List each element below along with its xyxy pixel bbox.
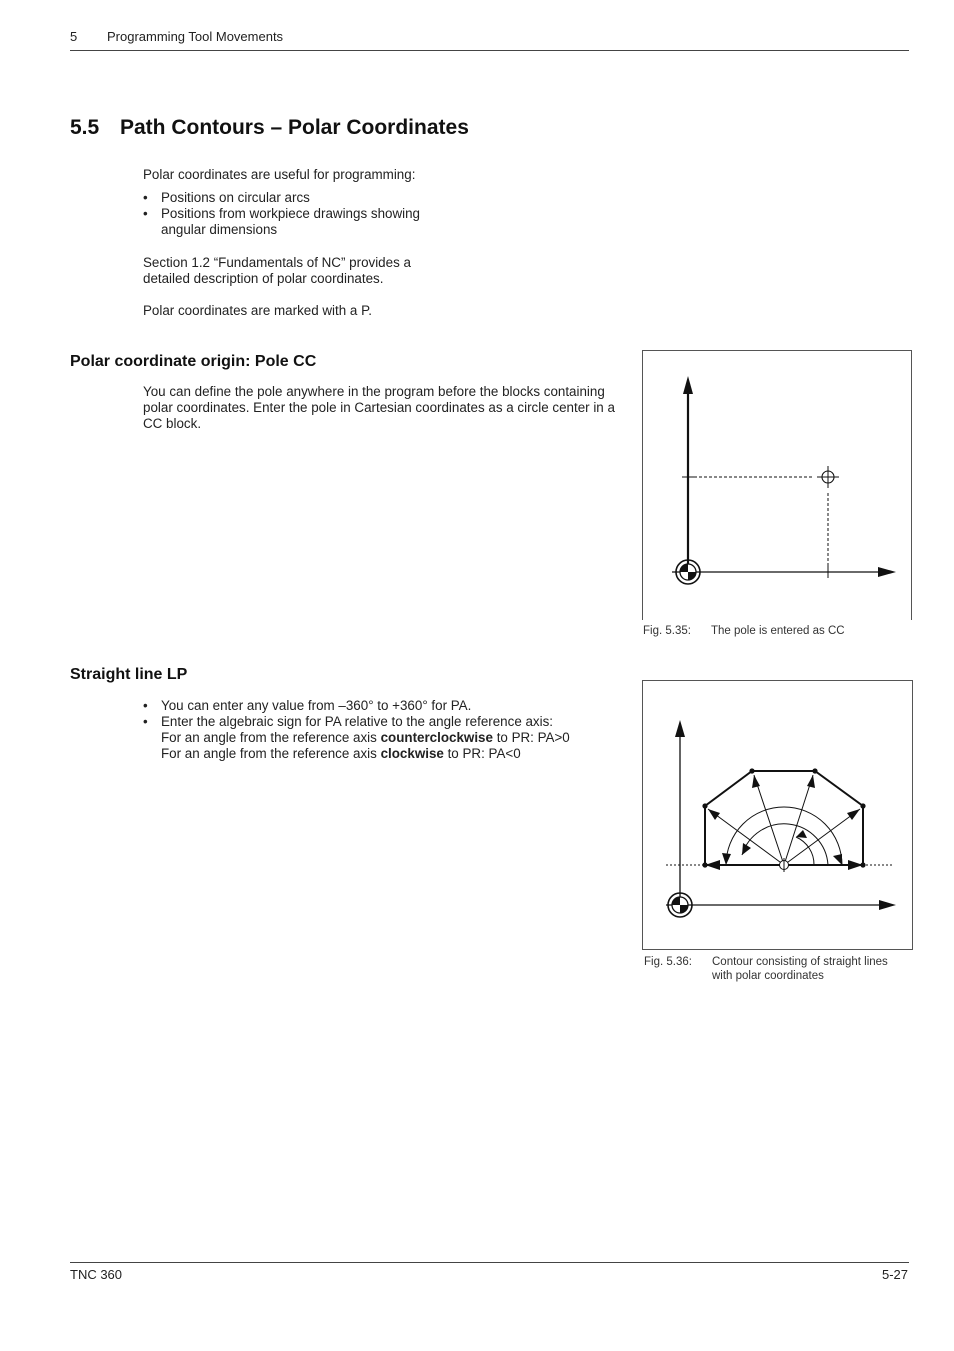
cw-bold: clockwise [380,746,444,761]
ccw-suffix: to PR: PA>0 [492,730,570,745]
footer-manual-name: TNC 360 [70,1267,123,1282]
figure-number: Fig. 5.36: [644,956,692,968]
figure-caption-text: Contour consisting of straight lines with polar coordinates [712,956,888,982]
figure-5-36 [642,680,913,950]
list-item: • Positions from workpiece drawings showing angular dimensions [143,206,451,238]
figure-caption-text: The pole is entered as CC [711,625,845,637]
figure-caption [644,955,910,987]
section-title [70,116,469,140]
intro-block [143,167,463,319]
ccw-text: For an angle from the reference axis [161,730,381,745]
chapter-number: 5 [70,29,78,44]
contour-diagram [642,680,913,950]
figure-caption [643,624,909,640]
cw-text: For an angle from the reference axis [161,746,381,761]
reference-text: Section 1.2 “Fundamentals of NC” provides a detailed description of polar coordinates. [143,255,411,286]
header-rule [70,50,909,51]
lp-bullets [143,698,623,762]
figure-number: Fig. 5.35: [643,625,691,637]
lp-heading: Straight line LP [70,666,188,683]
pole-body [143,384,615,432]
cw-suffix: to PR: PA<0 [443,746,521,761]
pole-body-text: You can define the pole anywhere in the program before the blocks containing polar coordinates. Enter the pole in Cartesian coordinates as a circle center in a CC block. [143,384,615,431]
list-item [143,714,623,762]
page-number: 5-27 [881,1267,908,1282]
list-item: • You can enter any value from –360° to +360° for PA. [143,698,623,714]
chapter-title: Programming Tool Movements [107,29,284,44]
running-header [70,29,283,44]
footer-rule [70,1262,909,1263]
section-title-text: Path Contours – Polar Coordinates [120,116,469,139]
ccw-bold: counterclockwise [380,730,493,745]
intro-bullets [143,190,463,238]
lp-body [143,698,623,762]
pole-heading: Polar coordinate origin: Pole CC [70,353,317,370]
section-number: 5.5 [70,116,100,139]
figure-5-35 [642,350,912,620]
pole-diagram [642,350,912,620]
marked-text: Polar coordinates are marked with a P. [143,303,372,318]
lp-bullet-text: Enter the algebraic sign for PA relative to the angle reference axis: [161,714,554,729]
intro-text: Polar coordinates are useful for programming: [143,167,416,182]
list-item: • Positions on circular arcs [143,190,463,206]
